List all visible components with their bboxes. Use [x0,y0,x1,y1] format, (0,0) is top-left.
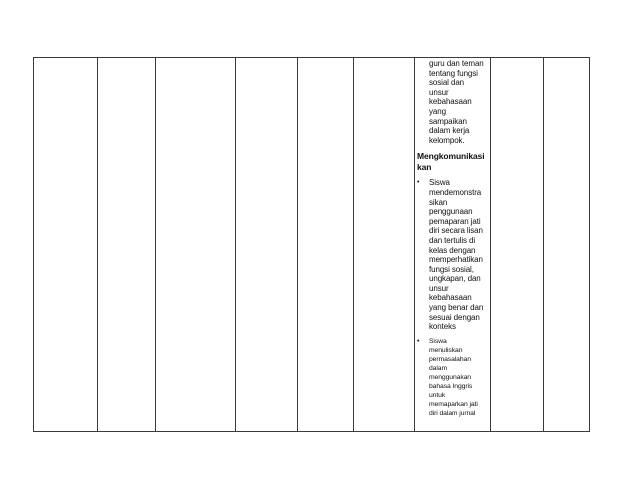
list-item-line: Siswa [429,178,450,188]
list-item-line: konteks [429,322,456,332]
list-item-line: mendemonstra [429,187,482,197]
list-item-line: dan tertulis di [429,235,476,245]
list-item-line: unsur [429,283,449,293]
top-paragraph [415,59,489,145]
paragraph-line: guru dan teman [429,59,484,68]
paragraph-line: kelompok. [429,135,465,145]
list-item-line: menggunakan [429,373,471,381]
activity-cell [415,59,489,423]
column-divider [353,57,354,432]
bullet-icon: • [417,179,420,187]
list-item-line: memaparkan jati [429,400,478,408]
bullet-icon: • [417,337,420,345]
table-frame [33,57,590,432]
list-item-line: diri secara lisan [429,226,483,236]
column-divider [235,57,236,432]
list-item-line: menuliskan [429,346,463,354]
column-divider [155,57,156,432]
column-divider [297,57,298,432]
list-item-line: pemaparan jati [429,216,481,226]
list-item [415,337,489,418]
paragraph-line: unsur [429,87,449,97]
column-divider [543,57,544,432]
paragraph-line: sosial dan [429,78,465,88]
list-item-line: diri dalam jurnal [429,409,476,417]
paragraph-line: kebahasaan [429,97,472,107]
list-item-line: memperhatikan [429,255,483,265]
paragraph-line: yang [429,106,446,116]
paragraph-line: dalam kerja [429,126,470,136]
section-heading [417,151,489,172]
list-item-line: sikan [429,197,448,207]
heading-line: kan [417,161,432,172]
list-item-line: kebahasaan [429,293,472,303]
column-divider [97,57,98,432]
column-divider [490,57,491,432]
heading-line: Mengkomunikasi [417,151,485,162]
paragraph-line: tentang fungsi [429,68,478,78]
list-item-line: permasalahan [429,355,471,363]
list-item-line: sesuai dengan [429,312,480,322]
paragraph-line: sampaikan [429,116,467,126]
list-item-line: Siswa [429,337,447,345]
list-item-line: dalam [429,364,448,372]
list-item-line: untuk [429,391,446,399]
list-item-line: kelas dengan [429,245,476,255]
list-item-line: fungsi sosial, [429,264,474,274]
list-item [415,178,489,332]
list-item-line: ungkapan, dan [429,274,481,284]
list-item-line: yang benar dan [429,303,484,313]
list-item-line: penggunaan [429,207,473,217]
list-item-line: bahasa Inggris [429,382,473,390]
